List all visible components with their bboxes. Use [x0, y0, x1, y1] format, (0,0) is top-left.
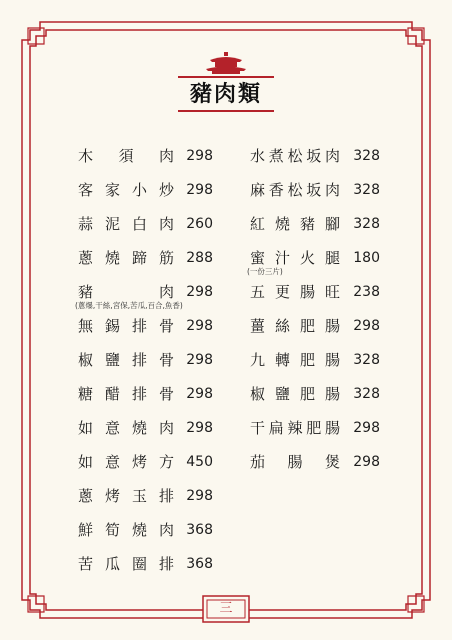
menu-item-price: 450	[186, 454, 213, 470]
menu-item-price: 368	[186, 556, 213, 572]
menu-item-price: 328	[353, 148, 380, 164]
menu-item	[78, 520, 213, 554]
menu-item-price: 298	[353, 454, 380, 470]
menu-item-price: 298	[186, 352, 213, 368]
menu-item-price: 288	[186, 250, 213, 266]
menu-item-name: 紅 燒 豬 腳	[250, 215, 340, 233]
menu-item-name: 苦 瓜 圈 排	[78, 555, 174, 573]
menu-item-name: 蜜 汁 火 腿	[250, 249, 340, 267]
menu-item-price: 180	[353, 250, 380, 266]
menu-item-name: 如 意 烤 方	[78, 453, 174, 471]
menu-item-price: 298	[353, 420, 380, 436]
title-bar	[178, 76, 274, 112]
menu-item	[78, 214, 213, 248]
menu-item	[78, 554, 213, 588]
menu-item-price: 298	[186, 148, 213, 164]
menu-item-price: 298	[186, 318, 213, 334]
menu-item-name: 麻 香 松 坂 肉	[250, 181, 340, 199]
menu-item-price: 298	[353, 318, 380, 334]
page-number: 三	[219, 601, 233, 616]
menu-item-price: 298	[186, 420, 213, 436]
menu-item	[78, 486, 213, 520]
menu-item	[78, 350, 213, 384]
menu-item-name: 客 家 小 炒	[78, 181, 174, 199]
menu-item-name: 木 須 肉	[78, 147, 174, 165]
menu-item-name: 干 扁 辣 肥 腸	[250, 419, 340, 437]
menu-item	[78, 248, 213, 282]
menu-item	[250, 146, 380, 180]
title-rule-bottom	[178, 110, 274, 112]
menu-item-price: 328	[353, 182, 380, 198]
menu-item-name: 九 轉 肥 腸	[250, 351, 340, 369]
menu-item-name: 豬 肉	[78, 283, 174, 301]
menu-item	[250, 214, 380, 248]
menu-item	[78, 180, 213, 214]
menu-item-name: 茄 腸 煲	[250, 453, 340, 471]
menu-item-price: 328	[353, 386, 380, 402]
menu-item	[250, 452, 380, 486]
menu-item	[247, 248, 380, 282]
menu-item-name: 薑 絲 肥 腸	[250, 317, 340, 335]
menu-item	[250, 180, 380, 214]
page-title: 豬肉類	[189, 81, 262, 107]
menu-item-name: 水 煮 松 坂 肉	[250, 147, 340, 165]
menu-item	[78, 384, 213, 418]
menu-column-left	[75, 146, 213, 588]
menu-item	[78, 146, 213, 180]
menu-item-name: 鮮 筍 燒 肉	[78, 521, 174, 539]
menu-item	[250, 350, 380, 384]
menu-item-name: 蔥 燒 蹄 筋	[78, 249, 174, 267]
menu-item-note: (蔥爆,干絲,宮保,苦瓜,百合,魚香)	[75, 301, 183, 310]
menu-item-price: 298	[186, 488, 213, 504]
menu-item	[250, 384, 380, 418]
menu-item	[250, 418, 380, 452]
menu-item-name: 糖 醋 排 骨	[78, 385, 174, 403]
title-block	[0, 52, 452, 112]
menu-item-price: 298	[186, 284, 213, 300]
menu-item-price: 328	[353, 352, 380, 368]
menu-item-name: 椒 鹽 肥 腸	[250, 385, 340, 403]
menu-item	[78, 418, 213, 452]
menu-item-name: 蒜 泥 白 肉	[78, 215, 174, 233]
menu-item	[250, 282, 380, 316]
menu-item-price: 328	[353, 216, 380, 232]
menu-item-price: 260	[186, 216, 213, 232]
menu-item-name: 五 更 腸 旺	[250, 283, 340, 301]
menu-item-name: 如 意 燒 肉	[78, 419, 174, 437]
menu-item-name: 蔥 烤 玉 排	[78, 487, 174, 505]
menu-column-right	[247, 146, 380, 486]
menu-item-name: 無 錫 排 骨	[78, 317, 174, 335]
title-rule-top	[178, 76, 274, 78]
menu-item-note: (一份三片)	[247, 267, 283, 276]
menu-item	[250, 316, 380, 350]
menu-item	[75, 282, 213, 316]
menu-item-price: 368	[186, 522, 213, 538]
pagoda-icon	[202, 52, 250, 74]
menu-item	[78, 316, 213, 350]
menu-item-price: 298	[186, 386, 213, 402]
menu-item	[78, 452, 213, 486]
menu-item-price: 298	[186, 182, 213, 198]
menu-item-price: 238	[353, 284, 380, 300]
menu-item-name: 椒 鹽 排 骨	[78, 351, 174, 369]
